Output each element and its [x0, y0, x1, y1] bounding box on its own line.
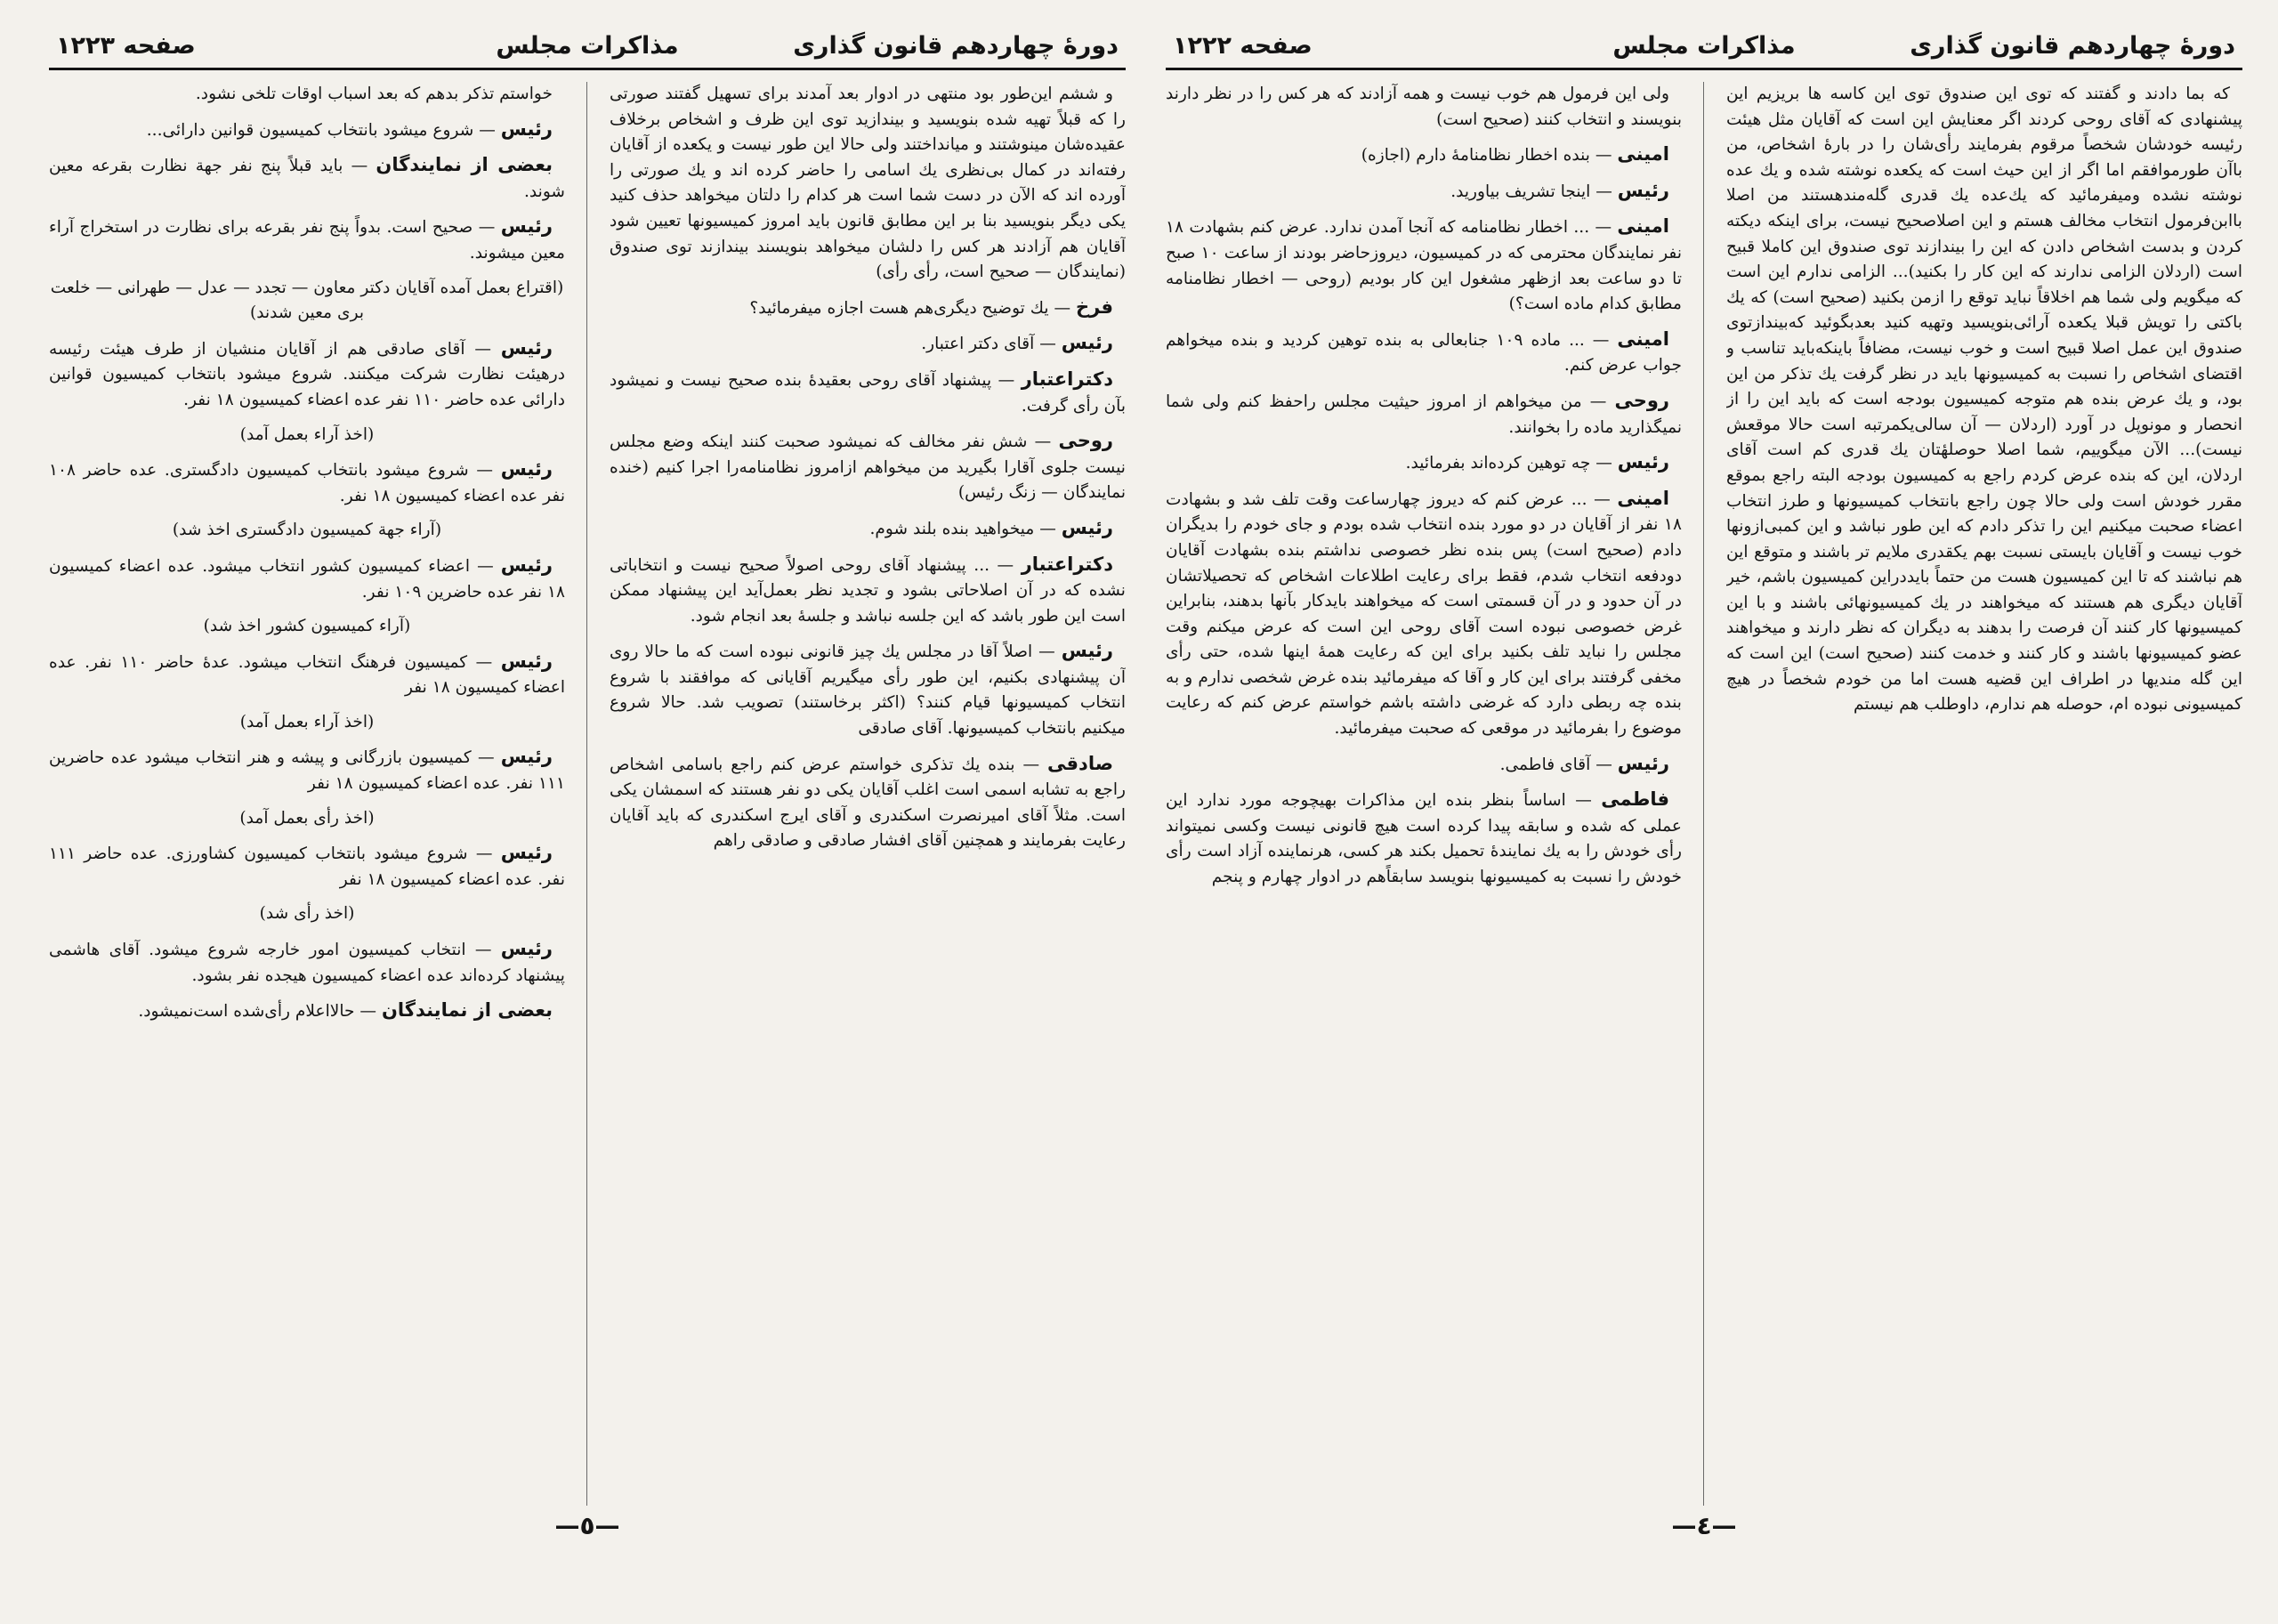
speaker-name: روحی — [1614, 389, 1669, 411]
paragraph-text: — بنده یك تذکری خواستم عرض کنم راجع باسامی اشخاص راجع به تشابه اسمی است اغلب آقایان یکی دو نفر هستند که اسمشان یکی است. مثلاً آقای امیرنصرت اسکندری و آقای ایرج اسکندری که باید آقایان رعایت بفرمایند و همچنین آقای افشار صادقی و صادقی راهم — [610, 755, 1126, 851]
speech-paragraph — [1166, 141, 1682, 169]
page-folio: —٥— — [554, 1511, 620, 1540]
paragraph-text: — صحیح است. بدواً پنج نفر بقرعه برای نظارت در استخراج آراء معین میشوند. — [49, 218, 565, 263]
paragraph-text: — میخواهید بنده بلند شوم. — [869, 519, 1056, 538]
paragraph-text: — پیشنهاد آقای روحی بعقیدهٔ بنده صحیح نیست و نمیشود بآن رأی گرفت. — [610, 370, 1126, 416]
speaker-name: امینی — [1617, 215, 1669, 238]
header-title: مذاکرات مجلس — [1612, 32, 1796, 60]
paragraph-text: (اخذ آراء بعمل آمد) — [239, 712, 375, 731]
column-divider — [1703, 82, 1704, 1506]
paragraph-text: — یك توضیح دیگری‌هم هست اجازه میفرمائید؟ — [749, 298, 1071, 318]
speech-paragraph — [1166, 449, 1682, 477]
paragraph-text: — آقای دکتر اعتبار. — [921, 335, 1056, 354]
paragraph-text: ولی این فرمول هم خوب نیست و همه آزادند که هر کس را در نظر دارند بنویسند و انتخاب کنند (صحیح است) — [1166, 85, 1682, 129]
paragraph-text: (اخذ رأی بعمل آمد) — [239, 808, 375, 828]
speaker-name: رئیس — [500, 458, 553, 481]
paragraph-text: (اقتراع بعمل آمده آقایان دکتر معاون — تجدد — عدل — طهرانی — خلعت بری معین شدند) — [50, 278, 564, 323]
paragraph-text: — ... ماده ۱۰۹ جنابعالی به بنده توهین کردید و بنده میخواهم جواب عرض کنم. — [1166, 330, 1682, 376]
speaker-name: رئیس — [500, 117, 553, 140]
speech-paragraph — [1166, 214, 1682, 317]
speech-paragraph — [610, 428, 1126, 506]
speaker-name: رئیس — [500, 215, 553, 238]
speaker-name: رئیس — [500, 842, 553, 864]
speaker-name: فاطمی — [1601, 788, 1669, 811]
speech-paragraph — [610, 295, 1126, 322]
paragraph-text: — شروع میشود بانتخاب کمیسیون دادگستری. عده حاضر ۱۰۸ نفر عده اعضاء کمیسیون ۱۸ نفر. — [49, 461, 565, 505]
speaker-name: فرخ — [1076, 295, 1113, 318]
paragraph-text: (آراء کمیسیون کشور اخذ شد) — [203, 617, 411, 636]
paragraph-text: — ... اخطار نظامنامه که آنجا آمدن ندارد. عرض کنم بشهادت ۱۸ نفر نمایندگان محترمی که در کمیسیون، دیروزحاضر بودند از ساعت ۱۰ صبح تا دو ساعت بعد ازظهر مشغول این کار بودیم (روحی — اخطار نظامنامه مطابق کدام ماده است؟) — [1166, 218, 1682, 314]
speech-paragraph — [610, 638, 1126, 741]
speaker-name: بعضی از نمایندگان — [376, 154, 553, 176]
speech-paragraph — [610, 552, 1126, 630]
speech-paragraph — [1166, 787, 1682, 890]
speech-paragraph — [49, 998, 565, 1025]
procedural-note — [49, 276, 565, 327]
paragraph-text: (اخذ رأی شد) — [259, 904, 355, 924]
text-column-left — [49, 82, 565, 1515]
speaker-name: رئیس — [500, 553, 553, 576]
paragraph-text: — ... عرض کنم که دیروز چهارساعت وقت تلف شد و بشهادت ۱۸ نفر از آقایان در دو مورد بنده انتخاب شده بودم و جای خودم را بدیگران دادم (صحیح است) پس بنده نظر خصوصی نداشتم بنده بشهادت آقایان دودفعه انتخاب شدم، فقط برای رعایت اطلاعات اشخاص که تحصیلاتشان در آن حدود و در آن قسمتی است که میخواهند بایدکار بآنها بدهند، بنابراین غرض خصوصی نبوده است آقای روحی این است که عرض میکنم وقت مجلس را نباید تلف بکنید برای این که رعایت همهٔ اینها شده، حتی رأی مخفی گرفتند برای این کار و آقا که میفرمائید بنده غرض شخصی ندارم و به بنده چه ربطی دارد که غرضی داشته باشم خواستم عرض کنم که رعایت موضوع را بفرمائید در موقعی که صحبت میفرمائید. — [1166, 489, 1682, 739]
speech-paragraph — [1726, 82, 2242, 718]
text-column-right — [1726, 82, 2242, 1515]
speech-paragraph — [49, 553, 565, 605]
paragraph-text: — چه توهین کرده‌اند بفرمائید. — [1405, 454, 1612, 473]
page-header — [49, 27, 1126, 70]
speaker-name: روحی — [1058, 430, 1113, 452]
speech-paragraph — [1166, 751, 1682, 779]
speaker-name: رئیس — [1617, 451, 1669, 473]
speech-paragraph — [610, 515, 1126, 543]
speaker-name: رئیس — [500, 938, 553, 960]
paragraph-text: — اصلاً آقا در مجلس یك چیز قانونی نبوده است که ما حالا روی آن پیشنهادی بکنیم، این طور رأی میگیریم آقایانی که موافقند با شروع انتخاب کمیسیونها قیام کنند؟ (اکثر برخاستند) تصویب شد. حالا شروع میکنیم بانتخاب کمیسیونها. آقای صادقی — [610, 642, 1126, 739]
paragraph-text: که بما دادند و گفتند که توی این صندوق توی این کاسه ها بریزیم این پیشنهادی که آقای روحی کردند اگر معنایش این است که آقایان مثل هیئت رئیسه خودشان شخصاً مرقوم بفرمایند رأی‌شان را در بارهٔ اشخاص، من باآن طورموافقم اما اگر از این حیث است که یکعده نوشته شده و یك عده نوشته نشده ومیفرمائید که یك‌عده‌ یك قدری گله‌مندهستند من اصلا باابن‌فرمول انتخاب مخالف هستم و این اصلاصحیح نیست، برای اینکه دیکته کردن و بدست اشخاص دادن که این را بیندازند توی صندوق این کاملا قبیح است (اردلان الزامی ندارند که این کار را بکنید)... الزامی ندارم این است که میگویم ولی شما هم اخلاقاً نباید توقع را ازمن بکنید (صحیح است) که یك باکتی را تویش قبلا یکعده آرائی‌بنویسید وتهیه کنید بعدبگوئید که‌بیندازتوی صندوق این عمل اصلا قبیح است و خوب نیست، مضافاً باینکه‌باید تناسب و اقتضای اشخاص را نسبت به کمیسیونها باید در نظر گرفت یك تذکر من این بود، و یك عرض بنده هم متوجه کمیسیون بودجه است که باید این را از انحصار و مونوپل در آورد (اردلان — آن سالی‌یکمرتبه است حالا موقعش نیست)... الآن میگوییم، شما اصلا حوصلهٔتان یك قدری کم است آقای اردلان، این که بنده عرض کردم راجع به کمیسیون بودجه البته راجع بموقع مقرر خودش است ولی حالا چون راجع بانتخاب کمیسیونها و طرز انتخاب اعضاء صحبت میکنیم این را تذکر دادم که این طور نباشد و این کمبی‌ازونها خوب نیست و آقایان بایستی نسبت بهم یکقدری ملایم تر باشند و متوقع این هم نباشند که تا این کمیسیون هست من حتماً بایددراین کمیسیون باشم، خیر آقایان دیگری هم هستند که میخواهند در یك کمیسیونهائی باشند و با این کمیسیونها کار کنند آن فرصت را بدهند به دیگران که نظر دارند و میخواهند عضو کمیسیونها باشند و کار کنند و خدمت کنند (صحیح است) این است که این گله مندیها در اطراف این قضیه هست اما من خودم شخصاً در هیچ کمیسیونی نبوده ام، حوصله هم ندارم، داوطلب هم نیستم — [1726, 85, 2242, 715]
speech-paragraph — [610, 367, 1126, 419]
speaker-name: رئیس — [500, 336, 553, 359]
speech-paragraph — [610, 82, 1126, 286]
speaker-name: امینی — [1617, 327, 1669, 350]
paragraph-text: — باید قبلاً پنج نفر جهة نظارت بقرعه معین شوند. — [49, 157, 565, 201]
paragraph-text: — بنده اخطار نظامنامهٔ دارم (اجازه) — [1361, 146, 1612, 166]
page-1223 — [49, 27, 1126, 1602]
paragraph-text: و ششم این‌طور بود منتهی در ادوار بعد آمدند برای تسهیل گفتند صورتی را که قبلاً تهیه شده بنویسید و بیندازید توی این ظرف و اشخاص برخلاف عقیده‌شان مینوشتند و میانداختند ولی حالا این طور نیست و یکعده از آقایان رفته‌اند در کمال بی‌نظری یك اسامی را حاضر کرده اند و یك صورتی را آورده اند که الآن در دست شما است هر کدام را دلتان میخواهد حذف کنید یکی دیگر بنویسید بنا بر این مطابق قانون باید امروز کمیسیونها تعیین شود آقایان هم آزادند هر کس را دلشان میخواهد بنویسند بیندازند توی صندوق (نمایندگان — صحیح است، رأی رأی) — [610, 85, 1126, 282]
column-divider — [586, 82, 587, 1506]
speaker-name: امینی — [1617, 487, 1669, 509]
text-column-left — [1166, 82, 1682, 1515]
header-title: مذاکرات مجلس — [496, 32, 679, 60]
paragraph-text: — اینجا تشریف بیاورید. — [1450, 182, 1612, 201]
paragraph-text: — شش نفر مخالف که نمیشود صحبت کنند اینکه وضع مجلس نیست جلوی آقارا بگیرید من میخواهم ازامروز نظامنامه‌را اجرا کنیم (خنده نمایندگان — زنگ رئیس) — [610, 432, 1126, 503]
speech-paragraph — [49, 335, 565, 414]
page-folio: —٤— — [1671, 1511, 1737, 1540]
header-session: دورهٔ چهاردهم قانون گذاری — [1910, 32, 2235, 60]
speech-paragraph — [49, 152, 565, 205]
speech-paragraph — [49, 456, 565, 509]
speaker-name: رئیس — [1061, 332, 1113, 354]
speaker-name: رئیس — [500, 650, 553, 672]
speaker-name: رئیس — [1061, 640, 1113, 662]
speaker-name: رئیس — [1617, 752, 1669, 774]
paragraph-text: — اعضاء کمیسیون کشور انتخاب میشود. عده اعضاء کمیسیون ۱۸ نفر عده حاضرین ۱۰۹ نفر. — [49, 556, 565, 602]
text-column-right — [610, 82, 1126, 1515]
paragraph-text: (آراء جهة کمیسیون دادگستری اخذ شد) — [172, 521, 442, 540]
procedural-note — [49, 614, 565, 640]
procedural-note — [49, 806, 565, 832]
paragraph-text: — شروع میشود بانتخاب کمیسیون قوانین دارائی... — [146, 120, 496, 140]
speech-paragraph — [1166, 82, 1682, 133]
speaker-name: رئیس — [500, 746, 553, 768]
speaker-name: دکتراعتبار — [1021, 368, 1114, 390]
paragraph-text: — اساساً بنظر بنده این مذاکرات بهیچوجه مورد ندارد این عملی که شده و سابقه پیدا کرده است هیچ قانونی نیست وکسی نمیتواند رأی خودش را به یك نمایندهٔ تحمیل بکند هر کسی، هرنماینده آزاد است رأی خودش را نسبت به کمیسیونها بنویسد سابقاًهم در ادوار چهارم و پنجم — [1166, 791, 1682, 887]
procedural-note — [49, 710, 565, 736]
paragraph-text: — کمیسیون بازرگانی و پیشه و هنر انتخاب میشود عده حاضرین ۱۱۱ نفر. عده اعضاء کمیسیون ۱۸ نفر — [49, 748, 565, 794]
speech-paragraph — [610, 330, 1126, 358]
speaker-name: صادقی — [1047, 752, 1113, 774]
speaker-name: بعضی از نمایندگان — [381, 999, 553, 1022]
paragraph-text: — کمیسیون فرهنگ انتخاب میشود. عدهٔ حاضر ۱۱۰ نفر. عده اعضاء کمیسیون ۱۸ نفر — [49, 652, 565, 698]
paragraph-text: — من میخواهم از امروز حیثیت مجلس راحفظ کنم ولی شما نمیگذارید ماده را بخوانند. — [1166, 392, 1682, 437]
header-page-number: صفحه ۱۲۲۳ — [56, 32, 196, 60]
procedural-note — [49, 423, 565, 448]
speech-paragraph — [49, 214, 565, 266]
speech-paragraph — [1166, 486, 1682, 742]
header-page-number: صفحه ۱۲۲۲ — [1173, 32, 1313, 60]
paragraph-text: — آقای فاطمی. — [1499, 755, 1612, 774]
speech-paragraph — [49, 840, 565, 893]
page-1222 — [1166, 27, 2242, 1602]
page-header — [1166, 27, 2242, 70]
speaker-name: دکتراعتبار — [1021, 553, 1113, 575]
paragraph-text: — آقای صادقی هم از آقایان منشیان از طرف هیئت رئیسه درهیئت نظارت شرکت میکنند. شروع میشود بانتخاب کمیسیون قوانین دارائی عده حاضر ۱۱۰ نفر عده اعضاء کمیسیون ۱۸ نفر. — [49, 339, 565, 409]
header-session: دورهٔ چهاردهم قانون گذاری — [793, 32, 1119, 60]
paragraph-text: — حالااعلام رأی‌شده است‌نمیشود. — [138, 1002, 377, 1022]
speech-paragraph — [1166, 327, 1682, 379]
speech-paragraph — [49, 936, 565, 989]
speech-paragraph — [1166, 178, 1682, 206]
speech-paragraph — [610, 751, 1126, 854]
paragraph-text: — شروع میشود بانتخاب کمیسیون کشاورزی. عده حاضر ۱۱۱ نفر. عده اعضاء کمیسیون ۱۸ نفر — [49, 844, 565, 889]
speech-paragraph — [49, 744, 565, 796]
procedural-note — [49, 901, 565, 927]
paragraph-text: — ... پیشنهاد آقای روحی اصولاً صحیح نیست و انتخاباتی نشده که در آن اصلاحاتی بشود و تجدید نظر بعمل‌آید این پیشنهاد ممکن است این طور باشد که این جلسه نباشد و جلسهٔ بعد انجام شود. — [610, 555, 1126, 626]
speaker-name: رئیس — [1061, 516, 1113, 538]
paragraph-text: — انتخاب کمیسیون امور خارجه شروع میشود. آقای هاشمی پیشنهاد کرده‌اند عده اعضاء کمیسیون هیجده نفر بشود. — [49, 941, 565, 985]
speaker-name: رئیس — [1617, 179, 1669, 201]
speaker-name: امینی — [1617, 143, 1669, 166]
paragraph-text: (اخذ آراء بعمل آمد) — [239, 424, 375, 444]
speech-paragraph — [49, 649, 565, 701]
speech-paragraph — [49, 82, 565, 108]
paragraph-text: خواستم تذکر بدهم که بعد اسباب اوقات تلخی نشود. — [195, 85, 553, 103]
procedural-note — [49, 518, 565, 544]
speech-paragraph — [49, 117, 565, 144]
speech-paragraph — [1166, 388, 1682, 440]
